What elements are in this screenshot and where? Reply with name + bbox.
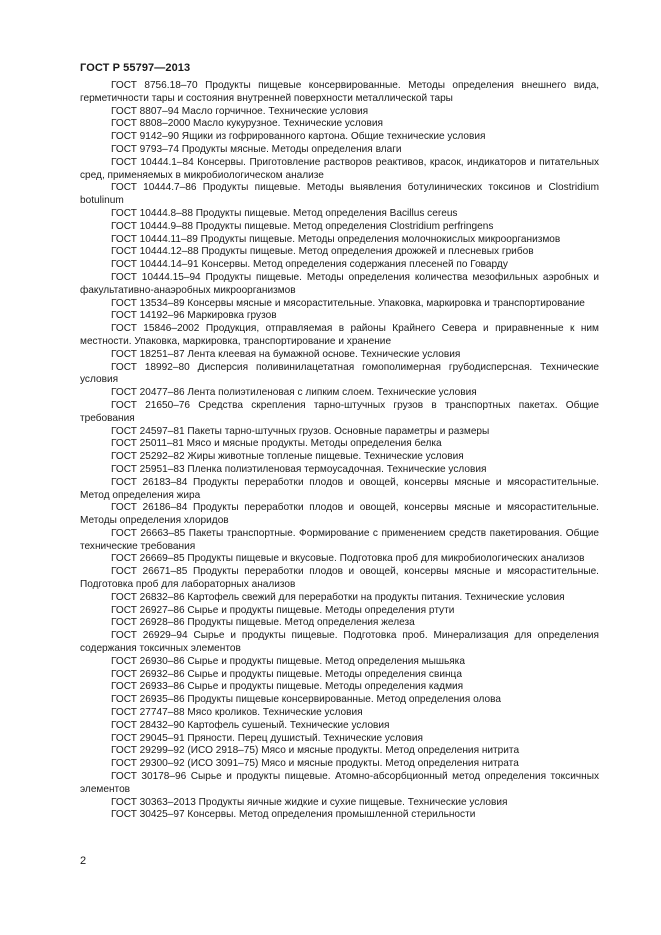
reference-entry: ГОСТ 26669–85 Продукты пищевые и вкусовые. Подготовка проб для микробиологических анализов [111,553,585,565]
reference-entry: ГОСТ 10444.8–88 Продукты пищевые. Метод определения Bacillus cereus [111,207,458,219]
reference-entry: ГОСТ 10444.12–88 Продукты пищевые. Метод определения дрожжей и плесневых грибов [111,246,534,258]
reference-entry: ГОСТ 25011–81 Мясо и мясные продукты. Методы определения белка [111,438,442,450]
reference-entry: ГОСТ 26929–94 Сырье и продукты пищевые. Подготовка проб. Минерализация для определения содержания токсичных элементов [80,630,599,655]
reference-entry: ГОСТ 26927–86 Сырье и продукты пищевые. Методы определения ртути [111,604,455,616]
reference-entry: ГОСТ 10444.11–89 Продукты пищевые. Методы определения молочнокислых микроорганизмов [111,233,561,245]
reference-entry: ГОСТ 14192–96 Маркировка грузов [111,310,277,322]
reference-entry: ГОСТ 29299–92 (ИСО 2918–75) Мясо и мясные продукты. Метод определения нитрита [111,745,520,757]
reference-entry: ГОСТ 18251–87 Лента клеевая на бумажной основе. Технические условия [111,348,461,360]
reference-entry: ГОСТ 13534–89 Консервы мясные и мясорастительные. Упаковка, маркировка и транспортирование [111,297,585,309]
reference-entry: ГОСТ 10444.14–91 Консервы. Метод определения содержания плесеней по Говарду [111,259,508,271]
reference-entry: ГОСТ 15846–2002 Продукция, отправляемая в районы Крайнего Севера и приравненные к ним местности. Упаковка, маркировка, транспортирование и хранение [80,323,599,347]
reference-entry: ГОСТ 10444.9–88 Продукты пищевые. Метод определения Clostridium perfringens [111,220,494,232]
reference-entry: ГОСТ 26933–86 Сырье и продукты пищевые. Методы определения кадмия [111,681,464,693]
reference-entry: ГОСТ 29045–91 Пряности. Перец душистый. Технические условия [111,732,423,744]
reference-entry: ГОСТ 26928–86 Продукты пищевые. Метод определения железа [111,617,415,629]
reference-entry: ГОСТ 26832–86 Картофель свежий для переработки на продукты питания. Технические условия [111,591,565,603]
reference-entry: ГОСТ 20477–86 Лента полиэтиленовая с липким слоем. Технические условия [111,387,477,399]
reference-entry: ГОСТ 10444.7–86 Продукты пищевые. Методы выявления ботулинических токсинов и Clostridium botulinum [80,182,599,207]
reference-entry: ГОСТ 25951–83 Пленка полиэтиленовая термоусадочная. Технические условия [111,463,487,475]
page-number: 2 [80,855,87,867]
reference-entry: ГОСТ 30363–2013 Продукты яичные жидкие и сухие пищевые. Технические условия [111,796,508,808]
reference-entry: ГОСТ 18992–80 Дисперсия поливинилацетатная гомополимерная грубодисперсная. Технические условия [80,361,599,386]
reference-entry: ГОСТ 30178–96 Сырье и продукты пищевые. Атомно-абсорбционный метод определения токсичных элементов [80,771,599,795]
reference-entry: ГОСТ 26663–85 Пакеты транспортные. Формирование с применением средств пакетирования. Общие технические требования [80,527,599,552]
reference-entry: ГОСТ 30425–97 Консервы. Метод определения промышленной стерильности [111,809,476,821]
reference-entry: ГОСТ 8756.18–70 Продукты пищевые консервированные. Методы определения внешнего вида, герметичности тары и состояния внутренней поверхности металлической тары [80,80,599,104]
reference-entry: ГОСТ 26932–86 Сырье и продукты пищевые. Методы определения свинца [111,668,462,680]
reference-entry: ГОСТ 8807–94 Масло горчичное. Технические условия [111,105,369,117]
reference-entry: ГОСТ 21650–76 Средства скрепления тарно-штучных грузов в транспортных пакетах. Общие требования [80,399,599,424]
document-body [80,80,599,822]
reference-entry: ГОСТ 28432–90 Картофель сушеный. Технические условия [111,719,390,731]
reference-entry: ГОСТ 9793–74 Продукты мясные. Методы определения влаги [111,143,402,155]
reference-entry: ГОСТ 10444.15–94 Продукты пищевые. Методы определения количества мезофильных аэробных и факультативно-анаэробных микроорганизмов [80,271,599,296]
reference-entry: ГОСТ 8808–2000 Масло кукурузное. Технические условия [111,118,383,130]
reference-entry: ГОСТ 26183–84 Продукты переработки плодов и овощей, консервы мясные и мясорастительные. Метод определения жира [80,476,599,501]
reference-entry: ГОСТ 27747–88 Мясо кроликов. Технические условия [111,707,363,719]
reference-entry: ГОСТ 26186–84 Продукты переработки плодов и овощей, консервы мясные и мясорастительные. Методы определения хлоридов [80,502,599,527]
reference-entry: ГОСТ 26935–86 Продукты пищевые консервированные. Метод определения олова [111,694,501,706]
reference-entry: ГОСТ 26671–85 Продукты переработки плодов и овощей, консервы мясные и мясорастительные. Подготовка проб для лабораторных анализов [80,566,599,591]
document-header: ГОСТ Р 55797—2013 [80,62,191,74]
reference-entry: ГОСТ 24597–81 Пакеты тарно-штучных грузов. Основные параметры и размеры [111,425,490,437]
reference-entry: ГОСТ 9142–90 Ящики из гофрированного картона. Общие технические условия [111,131,486,143]
reference-entry: ГОСТ 10444.1–84 Консервы. Приготовление растворов реактивов, красок, индикаторов и питательных сред, применяемых в микробиологическом анализе [80,156,599,181]
reference-entry: ГОСТ 29300–92 (ИСО 3091–75) Мясо и мясные продукты. Метод определения нитрата [111,758,519,770]
reference-entry: ГОСТ 25292–82 Жиры животные топленые пищевые. Технические условия [111,451,464,463]
reference-entry: ГОСТ 26930–86 Сырье и продукты пищевые. Метод определения мышьяка [111,655,465,667]
